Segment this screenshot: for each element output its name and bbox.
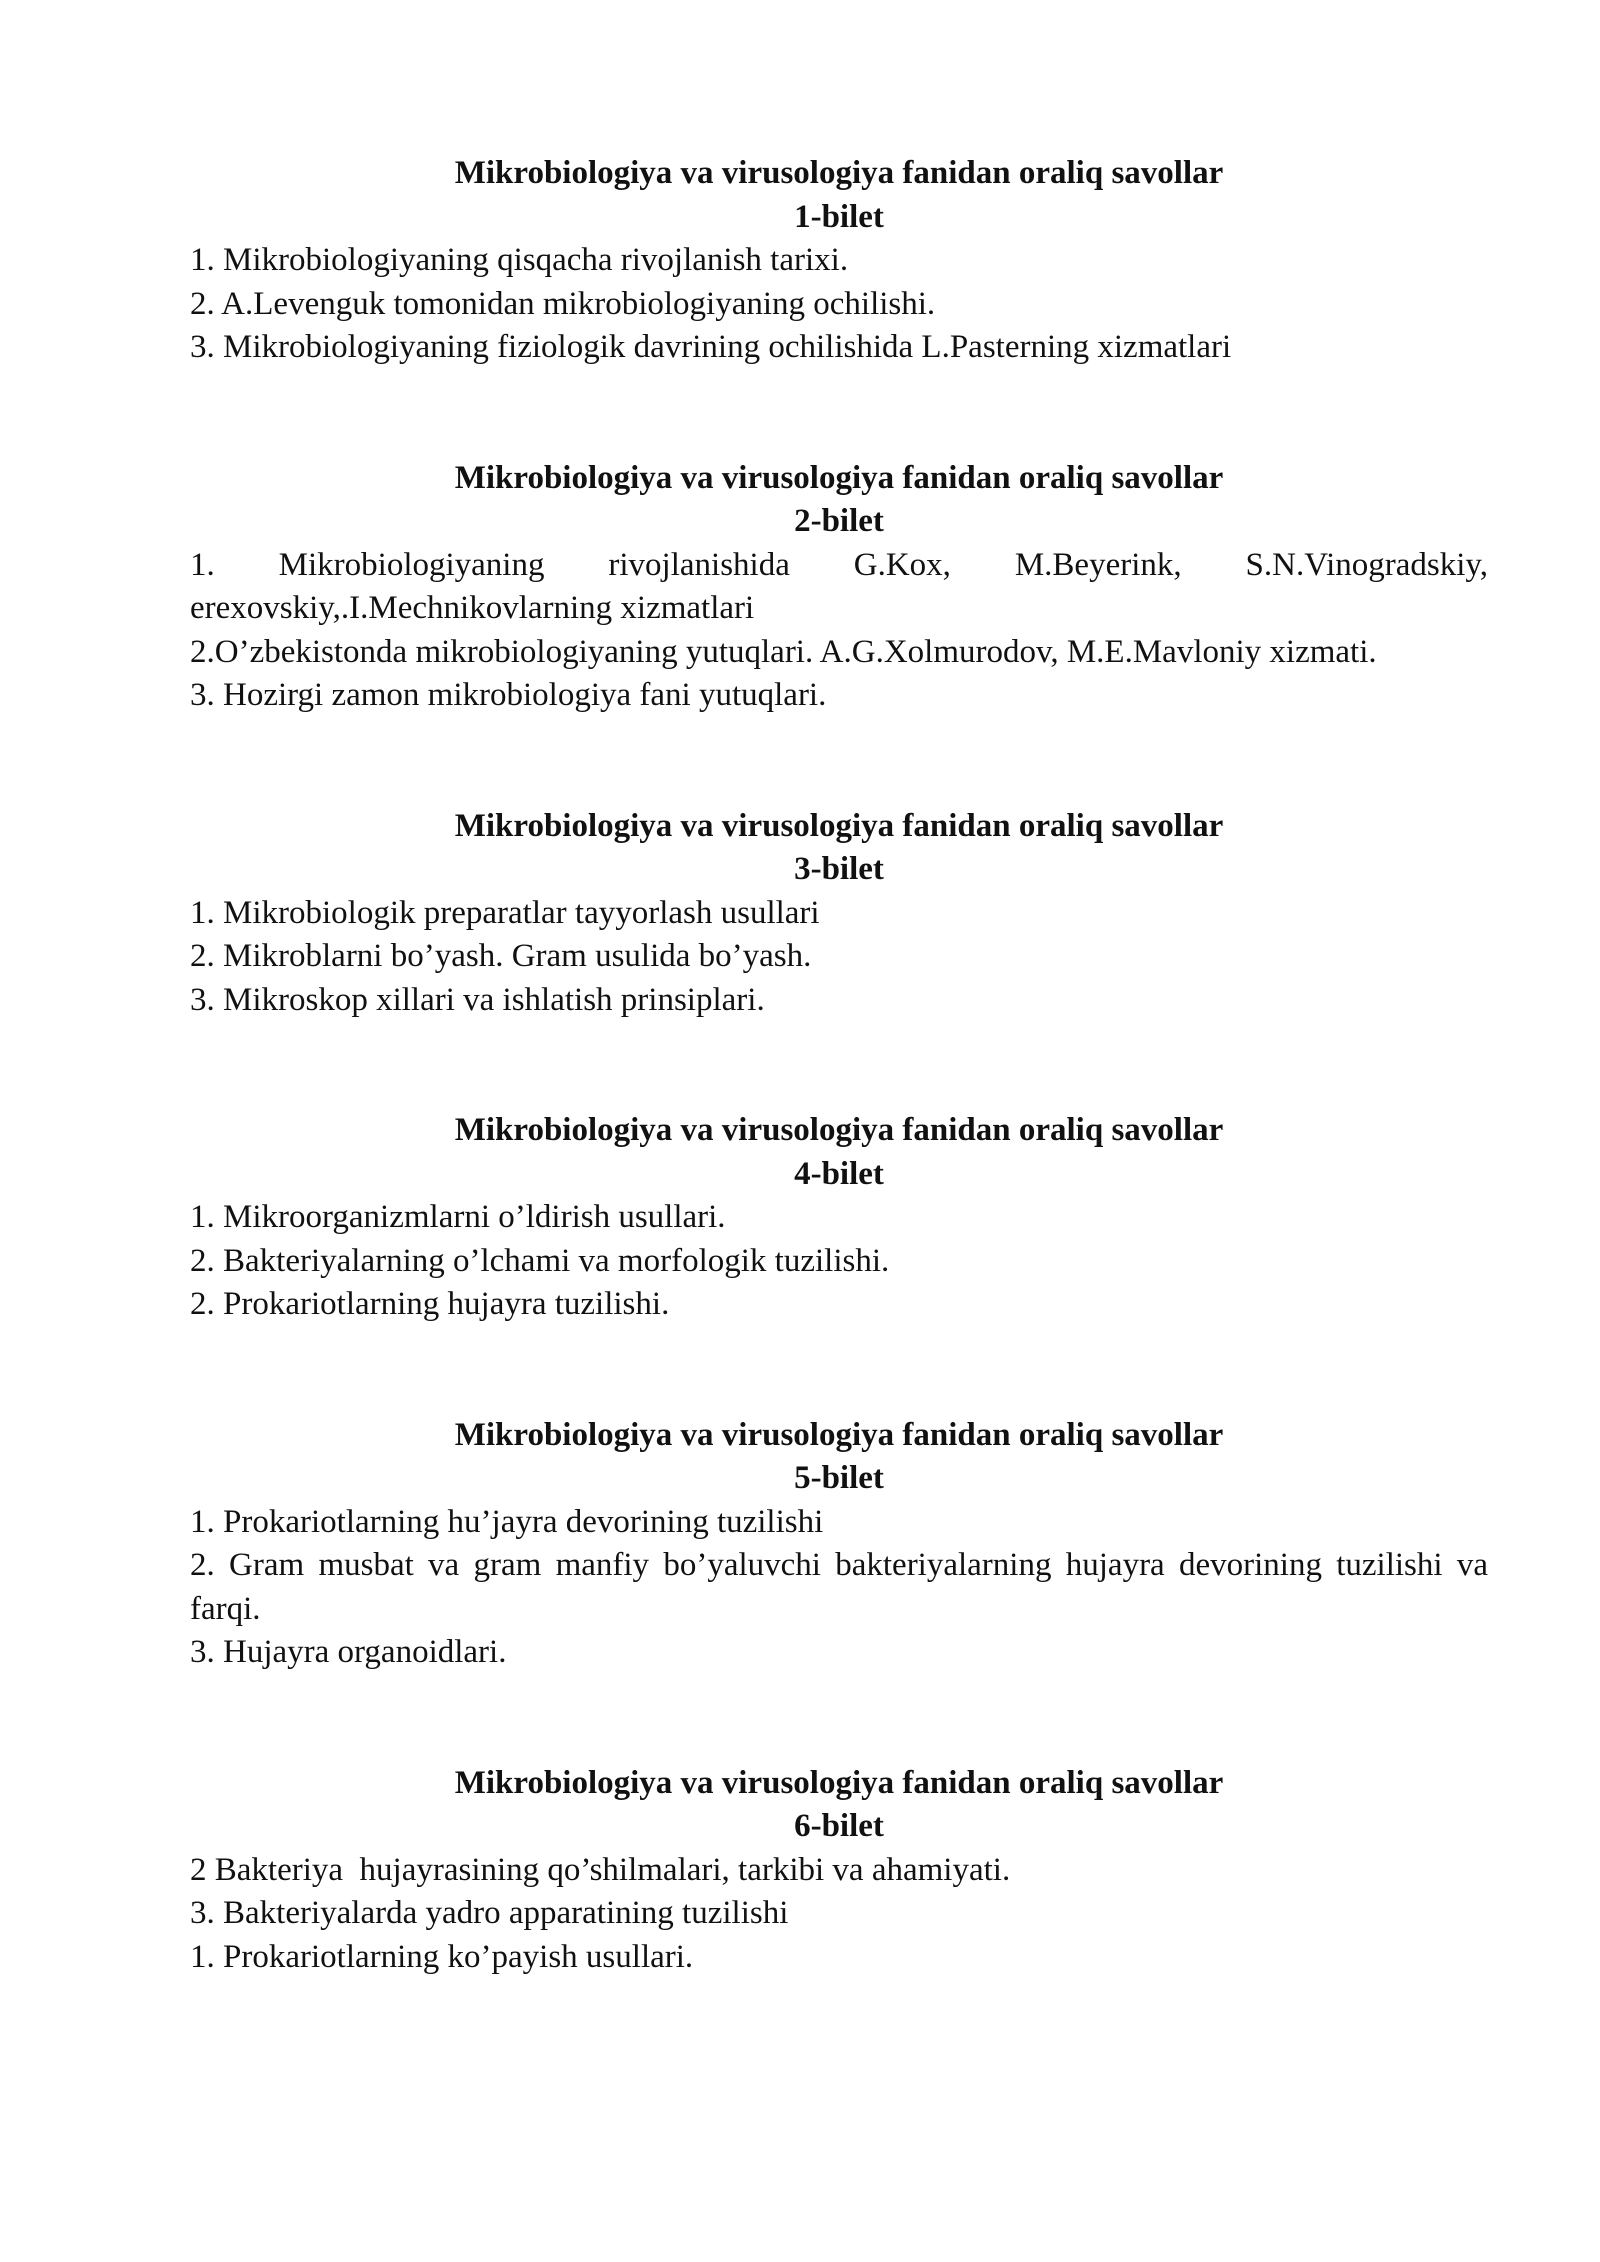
question-item: 3. Hujayra organoidlari. xyxy=(190,1634,507,1670)
ticket-heading: Mikrobiologiya va virusologiya fanidan oraliq savollar xyxy=(454,1112,1224,1148)
ticket-5 xyxy=(190,1414,1497,1675)
question-item: 2. A.Levenguk tomonidan mikrobiologiyaning ochilishi. xyxy=(190,285,936,322)
ticket-number: 3-bilet xyxy=(794,851,884,887)
question-item: 2 Bakteriya hujayrasining qo’shilmalari, tarkibi va ahamiyati. xyxy=(190,1851,1011,1888)
ticket-heading: Mikrobiologiya va virusologiya fanidan oraliq savollar xyxy=(454,459,1224,496)
question-list xyxy=(190,239,1488,370)
ticket-heading: Mikrobiologiya va virusologiya fanidan oraliq savollar xyxy=(454,1416,1224,1453)
ticket-1 xyxy=(190,152,1488,370)
question-item: 2.O’zbekistonda mikrobiologiyaning yutuqlari. A.G.Xolmurodov, M.E.Mavloniy xizmati. xyxy=(190,633,1377,670)
ticket-heading: Mikrobiologiya va virusologiya fanidan oraliq savollar xyxy=(454,807,1224,844)
question-item: 3. Mikroskop xillari va ishlatish prinsiplari. xyxy=(190,981,765,1018)
question-list xyxy=(190,1196,1488,1327)
ticket-heading: Mikrobiologiya va virusologiya fanidan oraliq savollar xyxy=(454,1764,1224,1801)
ticket-6 xyxy=(190,1762,1488,1980)
question-item: 1. Prokariotlarning ko’payish usullari. xyxy=(190,1938,694,1975)
ticket-2 xyxy=(190,457,1497,718)
question-item: 1. Mikrobiologik preparatlar tayyorlash usullari xyxy=(190,894,820,931)
question-list xyxy=(190,892,1488,1023)
question-list xyxy=(190,544,1497,718)
question-item: 1. Mikroorganizmlarni o’ldirish usullari. xyxy=(190,1199,726,1235)
question-item: 2. Prokariotlarning hujayra tuzilishi. xyxy=(190,1286,670,1322)
document-content xyxy=(190,152,1497,2066)
ticket-4 xyxy=(190,1109,1488,1327)
question-item: 3. Hozirgi zamon mikrobiologiya fani yutuqlari. xyxy=(190,677,827,713)
ticket-heading: Mikrobiologiya va virusologiya fanidan oraliq savollar xyxy=(454,155,1224,191)
question-list xyxy=(190,1501,1497,1675)
question-item: 3. Bakteriyalarda yadro apparatining tuzilishi xyxy=(190,1895,789,1931)
question-item: 2. Gram musbat va gram manfiy bo’yaluvchi bakteriyalarning hujayra devorining tuzilishi va farqi. xyxy=(190,1547,1497,1627)
ticket-number: 1-bilet xyxy=(794,198,884,235)
question-item: 1. Mikrobiologiyaning qisqacha rivojlanish tarixi. xyxy=(190,242,849,278)
ticket-number: 4-bilet xyxy=(794,1155,884,1192)
question-list xyxy=(190,1849,1488,1980)
question-item: 2. Bakteriyalarning o’lchami va morfologik tuzilishi. xyxy=(190,1242,890,1279)
ticket-number: 6-bilet xyxy=(794,1808,884,1844)
question-item: 1. Prokariotlarning hu’jayra devorining tuzilishi xyxy=(190,1503,824,1540)
question-item: 1. Mikrobiologiyaning rivojlanishida G.Kox, M.Beyerink, S.N.Vinogradskiy, erexovskiy,.I.Mechnikovlarning xizmatlari xyxy=(190,546,1497,626)
ticket-number: 5-bilet xyxy=(794,1460,884,1496)
question-item: 3. Mikrobiologiyaning fiziologik davrining ochilishida L.Pasterning xizmatlari xyxy=(190,329,1232,365)
ticket-3 xyxy=(190,805,1488,1023)
question-item: 2. Mikroblarni bo’yash. Gram usulida bo’yash. xyxy=(190,938,812,974)
ticket-number: 2-bilet xyxy=(794,503,884,539)
